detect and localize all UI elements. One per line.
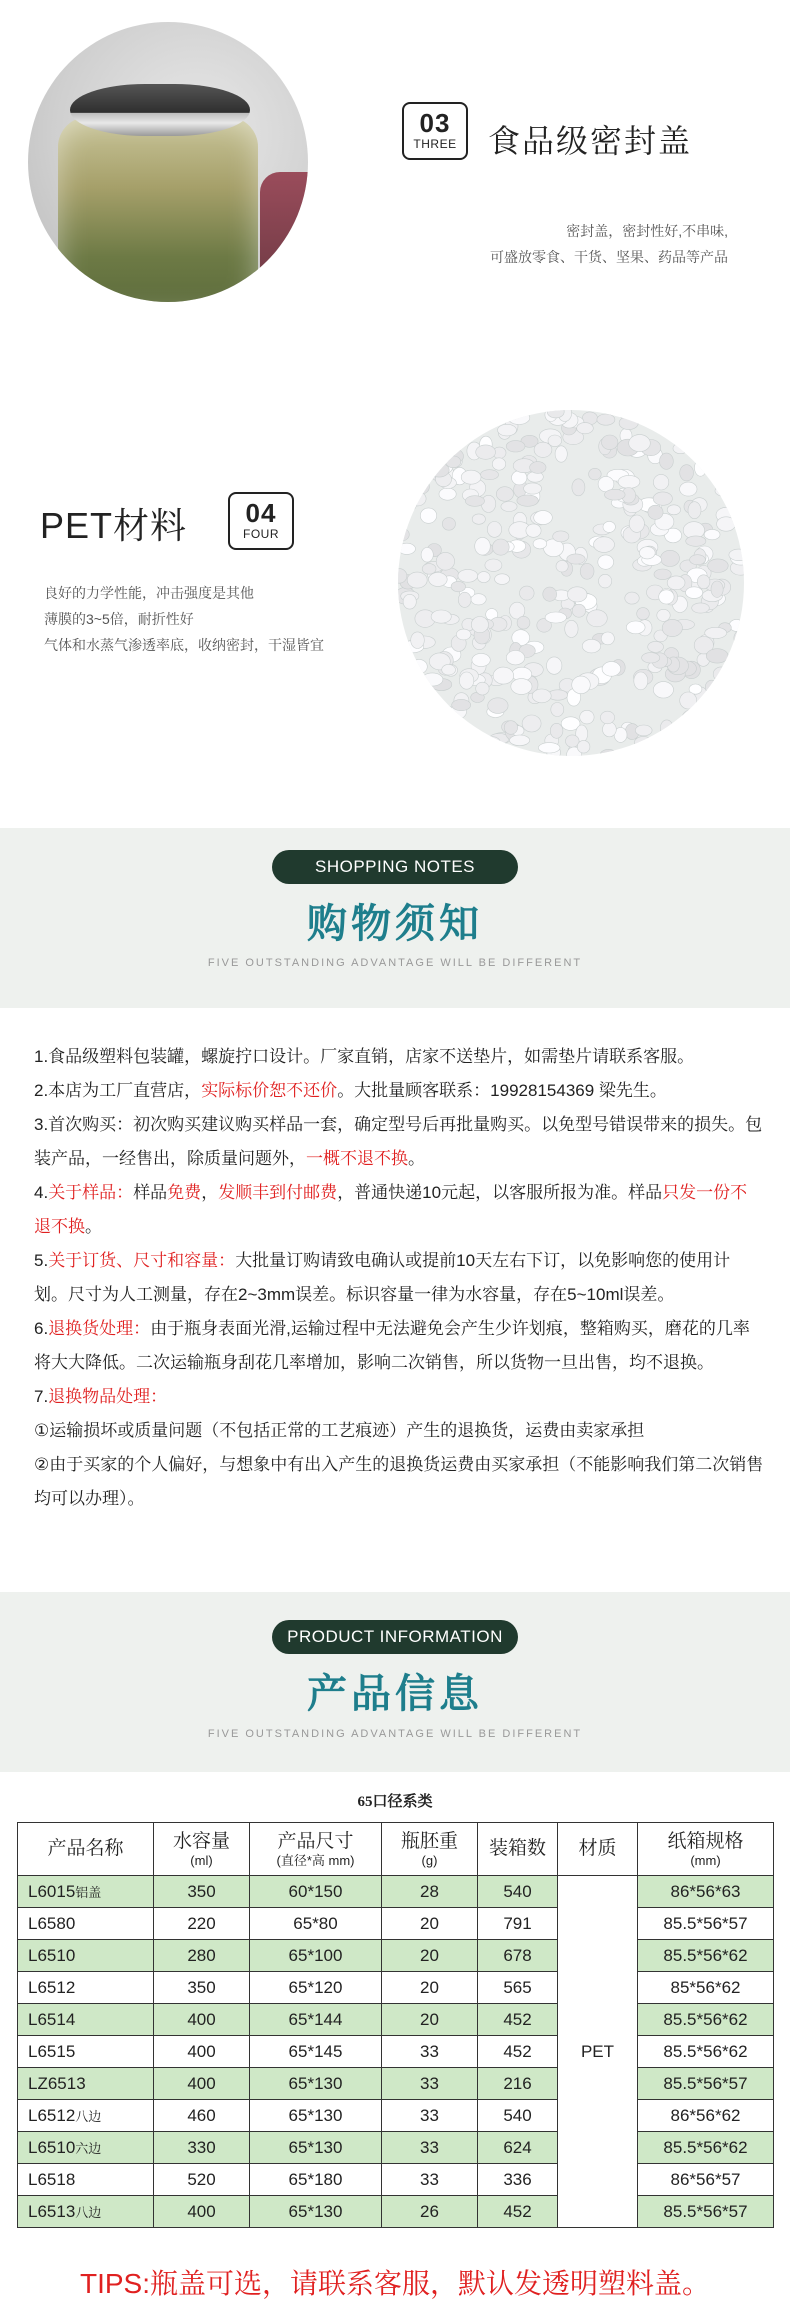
header-weight: 瓶胚重 (g) bbox=[382, 1823, 478, 1876]
cell-weight: 28 bbox=[382, 1876, 478, 1908]
pellets-image bbox=[398, 410, 744, 756]
badge-word: FOUR bbox=[243, 527, 279, 541]
cell-carton: 85.5*56*62 bbox=[638, 2132, 774, 2164]
cell-name: LZ6513 bbox=[18, 2068, 154, 2100]
cell-size: 65*120 bbox=[250, 1972, 382, 2004]
cell-box: 216 bbox=[478, 2068, 558, 2100]
cell-box: 540 bbox=[478, 2100, 558, 2132]
cell-capacity: 350 bbox=[154, 1972, 250, 2004]
cell-size: 65*180 bbox=[250, 2164, 382, 2196]
cell-box: 452 bbox=[478, 2196, 558, 2228]
cell-box: 452 bbox=[478, 2036, 558, 2068]
cell-capacity: 400 bbox=[154, 2068, 250, 2100]
cell-carton: 85.5*56*57 bbox=[638, 1908, 774, 1940]
cell-size: 65*144 bbox=[250, 2004, 382, 2036]
cell-size: 65*130 bbox=[250, 2100, 382, 2132]
note-4: 4.关于样品：样品免费，发顺丰到付邮费，普通快递10元起，以客服所报为准。样品只发一份不退不换。 bbox=[34, 1183, 748, 1236]
table-row bbox=[18, 2100, 774, 2132]
cell-carton: 85*56*62 bbox=[638, 1972, 774, 2004]
header-box: 装箱数 bbox=[478, 1823, 558, 1876]
cell-name: L6512 bbox=[18, 1972, 154, 2004]
table-row bbox=[18, 1940, 774, 1972]
cell-weight: 20 bbox=[382, 2004, 478, 2036]
desc-line: 气体和水蒸气渗透率底，收纳密封，干湿皆宜 bbox=[44, 637, 324, 653]
sealed-jar-photo bbox=[28, 22, 308, 302]
product-info-title: 产品信息 bbox=[307, 1672, 483, 1716]
cell-weight: 26 bbox=[382, 2196, 478, 2228]
feature3-description bbox=[490, 218, 728, 270]
cell-weight: 20 bbox=[382, 1908, 478, 1940]
cell-name: L6015铝盖 bbox=[18, 1876, 154, 1908]
cell-size: 65*130 bbox=[250, 2196, 382, 2228]
cell-name: L6510 bbox=[18, 1940, 154, 1972]
note-7-1: ①运输损坏或质量问题（不包括正常的工艺痕迹）产生的退换货，运费由卖家承担 bbox=[34, 1421, 645, 1440]
badge-word: THREE bbox=[413, 137, 457, 151]
tips-text: TIPS:瓶盖可选，请联系客服，默认发透明塑料盖。 bbox=[79, 2268, 711, 2299]
cell-carton: 86*56*57 bbox=[638, 2164, 774, 2196]
cell-box: 624 bbox=[478, 2132, 558, 2164]
header-size: 产品尺寸 (直径*高 mm) bbox=[250, 1823, 382, 1876]
note-3: 3.首次购买：初次购买建议购买样品一套，确定型号后再批量购买。以免型号错误带来的损失。包装产品，一经售出，除质量问题外，一概不退不换。 bbox=[34, 1115, 763, 1168]
table-row bbox=[18, 1908, 774, 1940]
header-capacity: 水容量 (ml) bbox=[154, 1823, 250, 1876]
badge-number: 03 bbox=[419, 108, 451, 138]
cell-carton: 85.5*56*57 bbox=[638, 2068, 774, 2100]
feature4-description bbox=[44, 580, 324, 658]
header-name: 产品名称 bbox=[18, 1823, 154, 1876]
cell-box: 540 bbox=[478, 1876, 558, 1908]
note-2: 2.本店为工厂直营店，实际标价恕不还价。大批量顾客联系：19928154369 梁先生。 bbox=[34, 1081, 667, 1100]
cell-weight: 33 bbox=[382, 2164, 478, 2196]
desc-line: 可盛放零食、干货、坚果、药品等产品 bbox=[490, 249, 728, 265]
cell-box: 336 bbox=[478, 2164, 558, 2196]
feature3-title: 食品级密封盖 bbox=[488, 123, 693, 159]
shopping-notes-pill: SHOPPING NOTES bbox=[272, 850, 518, 884]
table-row bbox=[18, 1876, 774, 1908]
cell-box: 565 bbox=[478, 1972, 558, 2004]
cell-size: 65*130 bbox=[250, 2068, 382, 2100]
cell-weight: 33 bbox=[382, 2132, 478, 2164]
cell-carton: 85.5*56*57 bbox=[638, 2196, 774, 2228]
cell-weight: 20 bbox=[382, 1940, 478, 1972]
cell-name: L6510六边 bbox=[18, 2132, 154, 2164]
cell-capacity: 520 bbox=[154, 2164, 250, 2196]
cell-weight: 33 bbox=[382, 2068, 478, 2100]
table-header-row bbox=[18, 1823, 774, 1876]
table-row bbox=[18, 2164, 774, 2196]
spec-table bbox=[17, 1822, 774, 2228]
header-carton: 纸箱规格 (mm) bbox=[638, 1823, 774, 1876]
shopping-notes-subtitle: FIVE OUTSTANDING ADVANTAGE WILL BE DIFFERENT bbox=[207, 957, 583, 969]
table-row bbox=[18, 2196, 774, 2228]
desc-line: 薄膜的3~5倍，耐折性好 bbox=[44, 611, 194, 627]
cell-carton: 86*56*63 bbox=[638, 1876, 774, 1908]
note-7-2: ②由于买家的个人偏好，与想象中有出入产生的退换货运费由买家承担（不能影响我们第二次销售均可以办理）。 bbox=[34, 1455, 764, 1508]
cell-capacity: 220 bbox=[154, 1908, 250, 1940]
cell-capacity: 400 bbox=[154, 2196, 250, 2228]
cell-name: L6514 bbox=[18, 2004, 154, 2036]
note-7: 7.退换物品处理： bbox=[34, 1387, 168, 1406]
cell-name: L6580 bbox=[18, 1908, 154, 1940]
desc-line: 密封盖，密封性好,不串味, bbox=[566, 223, 728, 239]
cell-material: PET bbox=[558, 1876, 638, 2228]
shopping-notes-list bbox=[34, 1040, 764, 1516]
cell-size: 65*130 bbox=[250, 2132, 382, 2164]
product-info-pill: PRODUCT INFORMATION bbox=[272, 1620, 518, 1654]
table-title: 65口径系类 bbox=[357, 1794, 433, 1810]
cell-box: 452 bbox=[478, 2004, 558, 2036]
feature4-title: PET材料 bbox=[40, 505, 188, 546]
aluminium-lid bbox=[70, 84, 250, 136]
cell-carton: 86*56*62 bbox=[638, 2100, 774, 2132]
table-row bbox=[18, 1972, 774, 2004]
table-row bbox=[18, 2036, 774, 2068]
cell-carton: 85.5*56*62 bbox=[638, 2036, 774, 2068]
cell-weight: 20 bbox=[382, 1972, 478, 2004]
table-row bbox=[18, 2004, 774, 2036]
cell-capacity: 350 bbox=[154, 1876, 250, 1908]
jar-body bbox=[58, 117, 258, 302]
cell-name: L6515 bbox=[18, 2036, 154, 2068]
pet-pellets-photo bbox=[398, 410, 744, 756]
badge-04 bbox=[228, 492, 294, 550]
cell-carton: 85.5*56*62 bbox=[638, 2004, 774, 2036]
note-6: 6.退换货处理：由于瓶身表面光滑,运输过程中无法避免会产生少许划痕，整箱购买，磨花的几率将大大降低。二次运输瓶身刮花几率增加，影响二次销售，所以货物一旦出售，均不退换。 bbox=[34, 1319, 750, 1372]
table-row bbox=[18, 2068, 774, 2100]
table-row bbox=[18, 2132, 774, 2164]
background-jar bbox=[260, 172, 308, 292]
cell-size: 65*100 bbox=[250, 1940, 382, 1972]
cell-name: L6518 bbox=[18, 2164, 154, 2196]
cell-weight: 33 bbox=[382, 2100, 478, 2132]
cell-box: 678 bbox=[478, 1940, 558, 1972]
cell-capacity: 330 bbox=[154, 2132, 250, 2164]
cell-name: L6512八边 bbox=[18, 2100, 154, 2132]
badge-03 bbox=[402, 102, 468, 160]
cell-weight: 33 bbox=[382, 2036, 478, 2068]
cell-size: 65*145 bbox=[250, 2036, 382, 2068]
product-info-subtitle: FIVE OUTSTANDING ADVANTAGE WILL BE DIFFERENT bbox=[207, 1728, 583, 1740]
shopping-notes-title: 购物须知 bbox=[307, 902, 483, 946]
header-material: 材质 bbox=[558, 1823, 638, 1876]
desc-line: 良好的力学性能，冲击强度是其他 bbox=[44, 585, 254, 601]
cell-capacity: 400 bbox=[154, 2036, 250, 2068]
cell-size: 60*150 bbox=[250, 1876, 382, 1908]
cell-capacity: 400 bbox=[154, 2004, 250, 2036]
note-1: 1.食品级塑料包装罐，螺旋拧口设计。厂家直销，店家不送垫片，如需垫片请联系客服。 bbox=[34, 1047, 695, 1066]
cell-size: 65*80 bbox=[250, 1908, 382, 1940]
cell-carton: 85.5*56*62 bbox=[638, 1940, 774, 1972]
cell-box: 791 bbox=[478, 1908, 558, 1940]
cell-name: L6513八边 bbox=[18, 2196, 154, 2228]
cell-capacity: 460 bbox=[154, 2100, 250, 2132]
badge-number: 04 bbox=[245, 498, 277, 528]
note-5: 5.关于订货、尺寸和容量：大批量订购请致电确认或提前10天左右下订，以免影响您的使用计划。尺寸为人工测量，存在2~3mm误差。标识容量一律为水容量，存在5~10ml误差。 bbox=[34, 1251, 731, 1304]
cell-capacity: 280 bbox=[154, 1940, 250, 1972]
